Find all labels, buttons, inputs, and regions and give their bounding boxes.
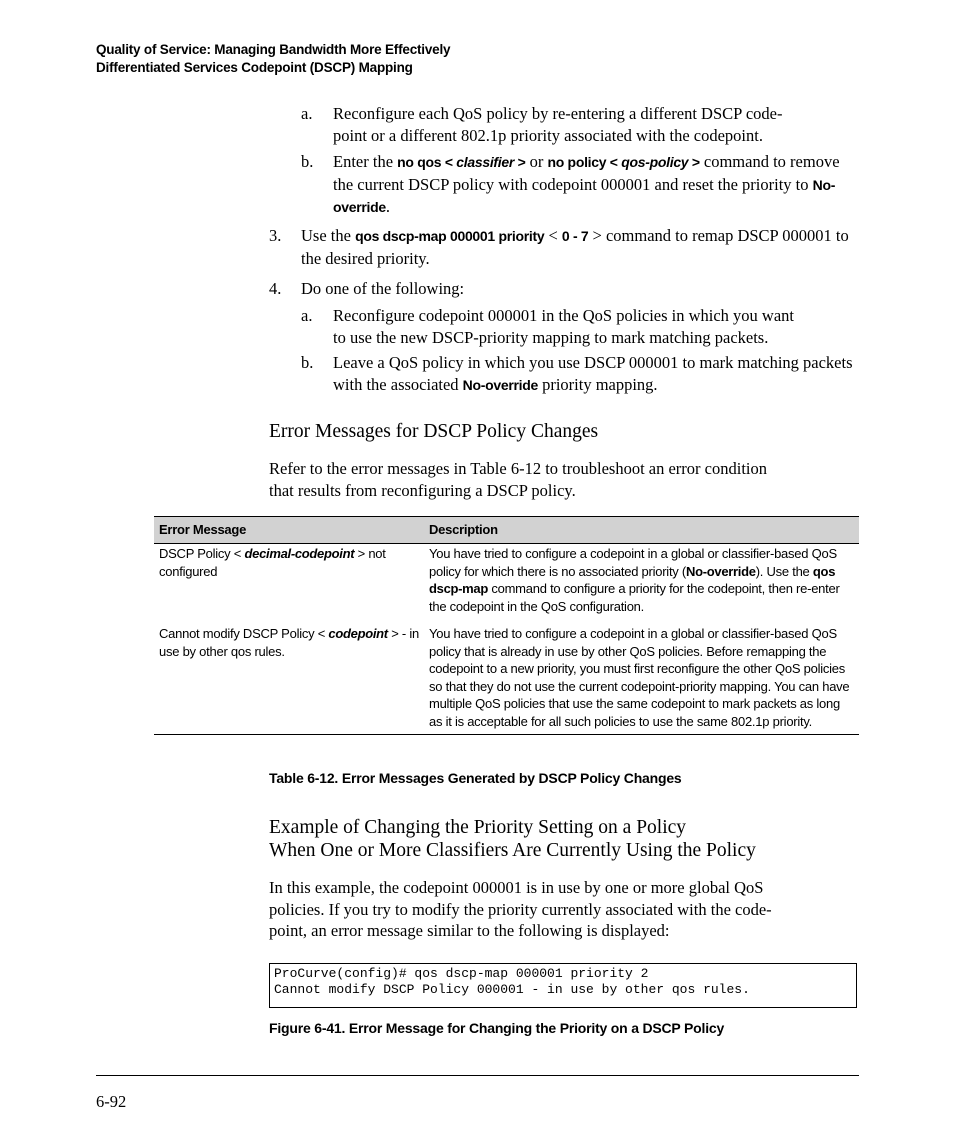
paragraph: [269, 458, 859, 501]
list-marker: b.: [301, 353, 314, 372]
cli-line: ProCurve(config)# qos dscp-map 000001 priority 2: [274, 966, 649, 981]
command-keyword: qos dscp-map 000001 priority: [355, 228, 545, 244]
heading-line: When One or More Classifiers Are Currently Using the Policy: [269, 840, 756, 861]
command-range: 0 - 7: [561, 228, 589, 244]
text-run: <: [544, 226, 562, 245]
running-header-subtitle: Differentiated Services Codepoint (DSCP) Mapping: [96, 60, 413, 75]
text-run: ). Use the: [755, 563, 813, 579]
description-cell: [424, 544, 859, 626]
text-run: > - in use by other qos rules.: [159, 626, 419, 659]
argument: decimal-codepoint: [244, 546, 355, 561]
paragraph: [269, 877, 859, 942]
error-message-cell: [154, 544, 424, 626]
column-header: Error Message: [154, 517, 424, 544]
command-keyword: qos dscp-map: [429, 563, 836, 596]
command-keyword: >: [688, 154, 700, 170]
list-marker: b.: [301, 152, 314, 171]
list-item-text: [333, 352, 858, 396]
table-row: [154, 544, 859, 626]
text-run: DSCP Policy <: [159, 546, 245, 561]
command-argument: qos-policy: [621, 154, 689, 170]
section-heading: [269, 816, 756, 862]
error-messages-table: [154, 516, 859, 735]
text-line: point or a different 802.1p priority associated with the codepoint.: [333, 125, 763, 145]
text-run: Cannot modify DSCP Policy <: [159, 626, 329, 641]
table-header-row: [154, 517, 859, 544]
text-line: Reconfigure codepoint 000001 in the QoS policies in which you want: [333, 306, 795, 325]
text-run: priority mapping.: [537, 374, 658, 394]
column-header: Description: [424, 517, 859, 544]
command-keyword: no policy <: [547, 154, 622, 170]
list-marker: 4.: [269, 279, 282, 298]
list-item-text: [333, 103, 858, 146]
keyword: No-override: [686, 563, 756, 579]
text-line: Reconfigure each QoS policy by re-entering a different DSCP code-: [333, 104, 783, 123]
text-run: You have tried to configure a codepoint in a global or classifier-based QoS policy for which there is no associated priority (: [429, 546, 837, 579]
description-cell: You have tried to configure a codepoint in a global or classifier-based QoS policy that is already in use by other QoS policies. Before remapping the codepoint to a new priority, you must first reconfigure the other QoS policies so that they do not use the current codepoint-priority mapping. You can have multiple QoS policies that use the same codepoint to mark packets as long as it is acceptable for all such policies to use the same 802.1p priority.: [424, 625, 859, 735]
list-item-text: [301, 225, 858, 269]
heading-line: Example of Changing the Priority Setting on a Policy: [269, 817, 687, 838]
text-line: Refer to the error messages in Table 6-12 to troubleshoot an error condition: [269, 459, 767, 478]
list-marker: a.: [301, 306, 313, 325]
text-run: .: [385, 197, 390, 216]
text-line: that results from reconfiguring a DSCP policy.: [269, 480, 576, 500]
text-run: Enter the: [333, 152, 398, 171]
list-item-text: [333, 305, 858, 348]
page-number: 6-92: [96, 1092, 127, 1111]
cli-line: Cannot modify DSCP Policy 000001 - in use by other qos rules.: [274, 982, 750, 997]
keyword: No-override: [333, 176, 836, 215]
command-keyword: no qos <: [397, 154, 457, 170]
text-run: > command to remap DSCP 000001 to the desired priority.: [301, 226, 849, 268]
list-marker: a.: [301, 104, 313, 123]
text-run: Use the: [301, 226, 356, 245]
text-run: Leave a QoS policy in which you use DSCP 000001 to mark matching packets with the associated: [333, 353, 853, 394]
figure-caption: Figure 6-41. Error Message for Changing the Priority on a DSCP Policy: [269, 1020, 725, 1036]
list-item-text: Do one of the following:: [301, 279, 465, 298]
text-line: point, an error message similar to the following is displayed:: [269, 921, 670, 940]
text-line: In this example, the codepoint 000001 is in use by one or more global QoS: [269, 878, 764, 897]
text-run: command to remove the current DSCP policy with codepoint 000001 and reset the priority to: [333, 152, 840, 194]
list-marker: 3.: [269, 226, 282, 245]
footer-rule: [96, 1075, 859, 1076]
list-item-text: [333, 151, 858, 219]
table-row: [154, 625, 859, 735]
section-heading: Error Messages for DSCP Policy Changes: [269, 421, 599, 442]
text-run: command to configure a priority for the codepoint, then re-enter the codepoint in the QoS configuration.: [429, 581, 840, 614]
command-argument: classifier: [456, 154, 514, 170]
running-header-title: Quality of Service: Managing Bandwidth More Effectively: [96, 42, 451, 57]
command-keyword: >: [514, 154, 526, 170]
text-line: policies. If you try to modify the priority currently associated with the code-: [269, 899, 772, 919]
text-line: to use the new DSCP-priority mapping to mark matching packets.: [333, 327, 769, 347]
table-caption: Table 6-12. Error Messages Generated by DSCP Policy Changes: [269, 770, 682, 786]
cli-output-figure: [269, 963, 857, 1008]
keyword: No-override: [462, 376, 538, 393]
argument: codepoint: [328, 626, 388, 641]
text-run: or: [525, 152, 548, 171]
error-message-cell: [154, 625, 424, 735]
text-run: > not configured: [159, 546, 386, 579]
